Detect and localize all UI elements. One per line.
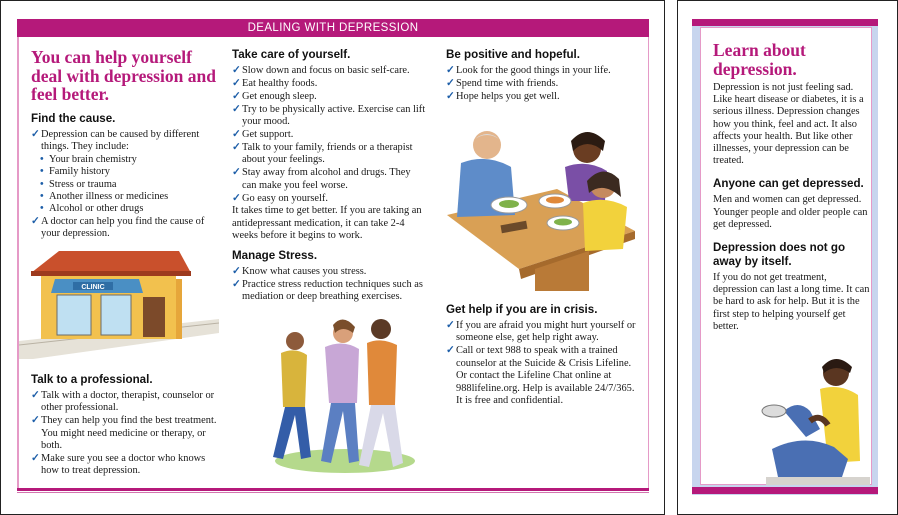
bullet-icon: • bbox=[40, 153, 44, 165]
list-item: ✓ Go easy on yourself. bbox=[232, 192, 328, 204]
checkmark-icon: ✓ bbox=[232, 90, 241, 102]
bottom-rule bbox=[17, 488, 649, 491]
checkmark-icon: ✓ bbox=[31, 415, 40, 427]
bottom-rule bbox=[692, 487, 878, 494]
take-care-note: It takes time to get better. If you are taking an antidepressant medication, it can take 2-4 weeks before it begins to work. bbox=[232, 205, 422, 242]
learn-title: Learn about depression. bbox=[713, 40, 806, 79]
bullet-item: • Alcohol or other drugs bbox=[40, 203, 144, 215]
crisis-heading: Get help if you are in crisis. bbox=[446, 303, 598, 316]
positive-heading: Be positive and hopeful. bbox=[446, 48, 580, 61]
anyone-text: Men and women can get depressed. Younger people and older people can get depressed. bbox=[713, 194, 868, 230]
list-item: ✓ Know what causes you stress. bbox=[232, 266, 367, 277]
checkmark-icon: ✓ bbox=[446, 90, 455, 102]
checkmark-icon: ✓ bbox=[31, 390, 40, 401]
bullet-item: • Family history bbox=[40, 166, 110, 178]
checkmark-icon: ✓ bbox=[232, 266, 241, 277]
right-column bbox=[713, 41, 873, 335]
checkmark-icon: ✓ bbox=[446, 345, 455, 357]
bullet-icon: • bbox=[40, 166, 44, 178]
anyone-heading: Anyone can get depressed. bbox=[713, 177, 864, 191]
bullet-icon: • bbox=[40, 191, 44, 203]
list-item: ✓ Hope helps you get well. bbox=[446, 90, 560, 102]
list-item: ✓ Eat healthy foods. bbox=[232, 77, 318, 89]
bullet-item: • Stress or trauma bbox=[40, 178, 117, 190]
checkmark-icon: ✓ bbox=[232, 167, 241, 179]
walking-friends-illustration bbox=[259, 311, 421, 481]
column-3 bbox=[446, 48, 641, 104]
checkmark-icon: ✓ bbox=[31, 128, 40, 140]
not-away-heading: Depression does not go away by itself. bbox=[713, 241, 846, 269]
list-item: ✓ They can help you find the best treatment. You might need medicine or therapy, or both. bbox=[31, 415, 217, 452]
list-item: ✓ Spend time with friends. bbox=[446, 77, 559, 89]
intro-title: You can help yourself deal with depression and feel better. bbox=[31, 47, 216, 104]
talk-professional-heading: Talk to a professional. bbox=[31, 373, 153, 386]
bullet-icon: • bbox=[40, 178, 44, 190]
find-cause-heading: Find the cause. bbox=[31, 111, 116, 125]
bullet-item: • Your brain chemistry bbox=[40, 153, 137, 165]
bullet-item: • Another illness or medicines bbox=[40, 191, 169, 203]
frame-line-right bbox=[648, 37, 650, 489]
list-item: ✓ Look for the good things in your life. bbox=[446, 65, 611, 76]
sitting-man-illustration bbox=[758, 351, 876, 485]
checkmark-icon: ✓ bbox=[446, 77, 455, 89]
checkmark-icon: ✓ bbox=[232, 103, 241, 115]
list-item: ✓ A doctor can help you find the cause of your depression. bbox=[31, 215, 205, 240]
list-item: ✓ Make sure you see a doctor who knows how to treat depression. bbox=[31, 453, 206, 477]
list-item: ✓ Get support. bbox=[232, 129, 294, 141]
list-item: ✓ Talk with a doctor, therapist, counselor or other professional. bbox=[31, 390, 215, 414]
checkmark-icon: ✓ bbox=[232, 192, 241, 204]
brochure-back-panel bbox=[677, 0, 898, 515]
checkmark-icon: ✓ bbox=[446, 320, 455, 331]
checkmark-icon: ✓ bbox=[446, 65, 455, 76]
list-item: ✓ If you are afraid you might hurt yourself or someone else, get help right away. bbox=[446, 320, 636, 344]
family-dinner-illustration bbox=[439, 119, 635, 291]
column-2 bbox=[232, 48, 426, 245]
bullet-icon: • bbox=[40, 203, 44, 215]
section-header: DEALING WITH DEPRESSION bbox=[17, 19, 649, 37]
column-1-lower bbox=[31, 373, 221, 478]
list-item: ✓ Talk to your family, friends or a therapist about your feelings. bbox=[232, 141, 413, 166]
checkmark-icon: ✓ bbox=[232, 65, 241, 76]
list-item: ✓ Practice stress reduction techniques such as mediation or deep breathing exercises. bbox=[232, 278, 423, 303]
checkmark-icon: ✓ bbox=[232, 77, 241, 89]
checkmark-icon: ✓ bbox=[31, 215, 40, 227]
list-item: ✓ Stay away from alcohol and drugs. They can make you feel worse. bbox=[232, 167, 411, 191]
manage-stress-heading: Manage Stress. bbox=[232, 249, 318, 262]
clinic-sign: CLINIC bbox=[81, 284, 105, 291]
checkmark-icon: ✓ bbox=[232, 278, 241, 290]
list-item: ✓ Get enough sleep. bbox=[232, 90, 317, 102]
list-item: ✓ Slow down and focus on basic self-care. bbox=[232, 65, 410, 76]
take-care-heading: Take care of yourself. bbox=[232, 48, 351, 61]
column-1 bbox=[31, 48, 221, 241]
checkmark-icon: ✓ bbox=[31, 453, 40, 465]
not-away-text: If you do not get treatment, depression can last a long time. It can be hard to ask for help. But it is the first step to helping yourself get better. bbox=[713, 272, 870, 332]
checkmark-icon: ✓ bbox=[232, 129, 241, 141]
column-3-crisis bbox=[446, 303, 641, 408]
bottom-rule-thin bbox=[17, 492, 649, 493]
checkmark-icon: ✓ bbox=[232, 141, 241, 153]
list-item: ✓ Call or text 988 to speak with a trained counselor at the Suicide & Crisis Lifeline. Or contact the Lifeline Chat online at 988lifeline.org. Help is available 24/7/365. It is free and confidential. bbox=[446, 345, 635, 406]
list-item: ✓ Try to be physically active. Exercise can lift your mood. bbox=[232, 103, 426, 128]
learn-intro: Depression is not just feeling sad. Like heart disease or diabetes, it is a serious illness. Depression changes how you think, feel and act. It also affects your health. But like other illnesses, your depression can be treated. bbox=[713, 82, 864, 167]
top-rule bbox=[692, 19, 878, 26]
clinic-illustration bbox=[19, 249, 219, 361]
column-2-stress bbox=[232, 249, 426, 304]
list-item: ✓ Depression can be caused by different things. They include: bbox=[31, 128, 200, 152]
